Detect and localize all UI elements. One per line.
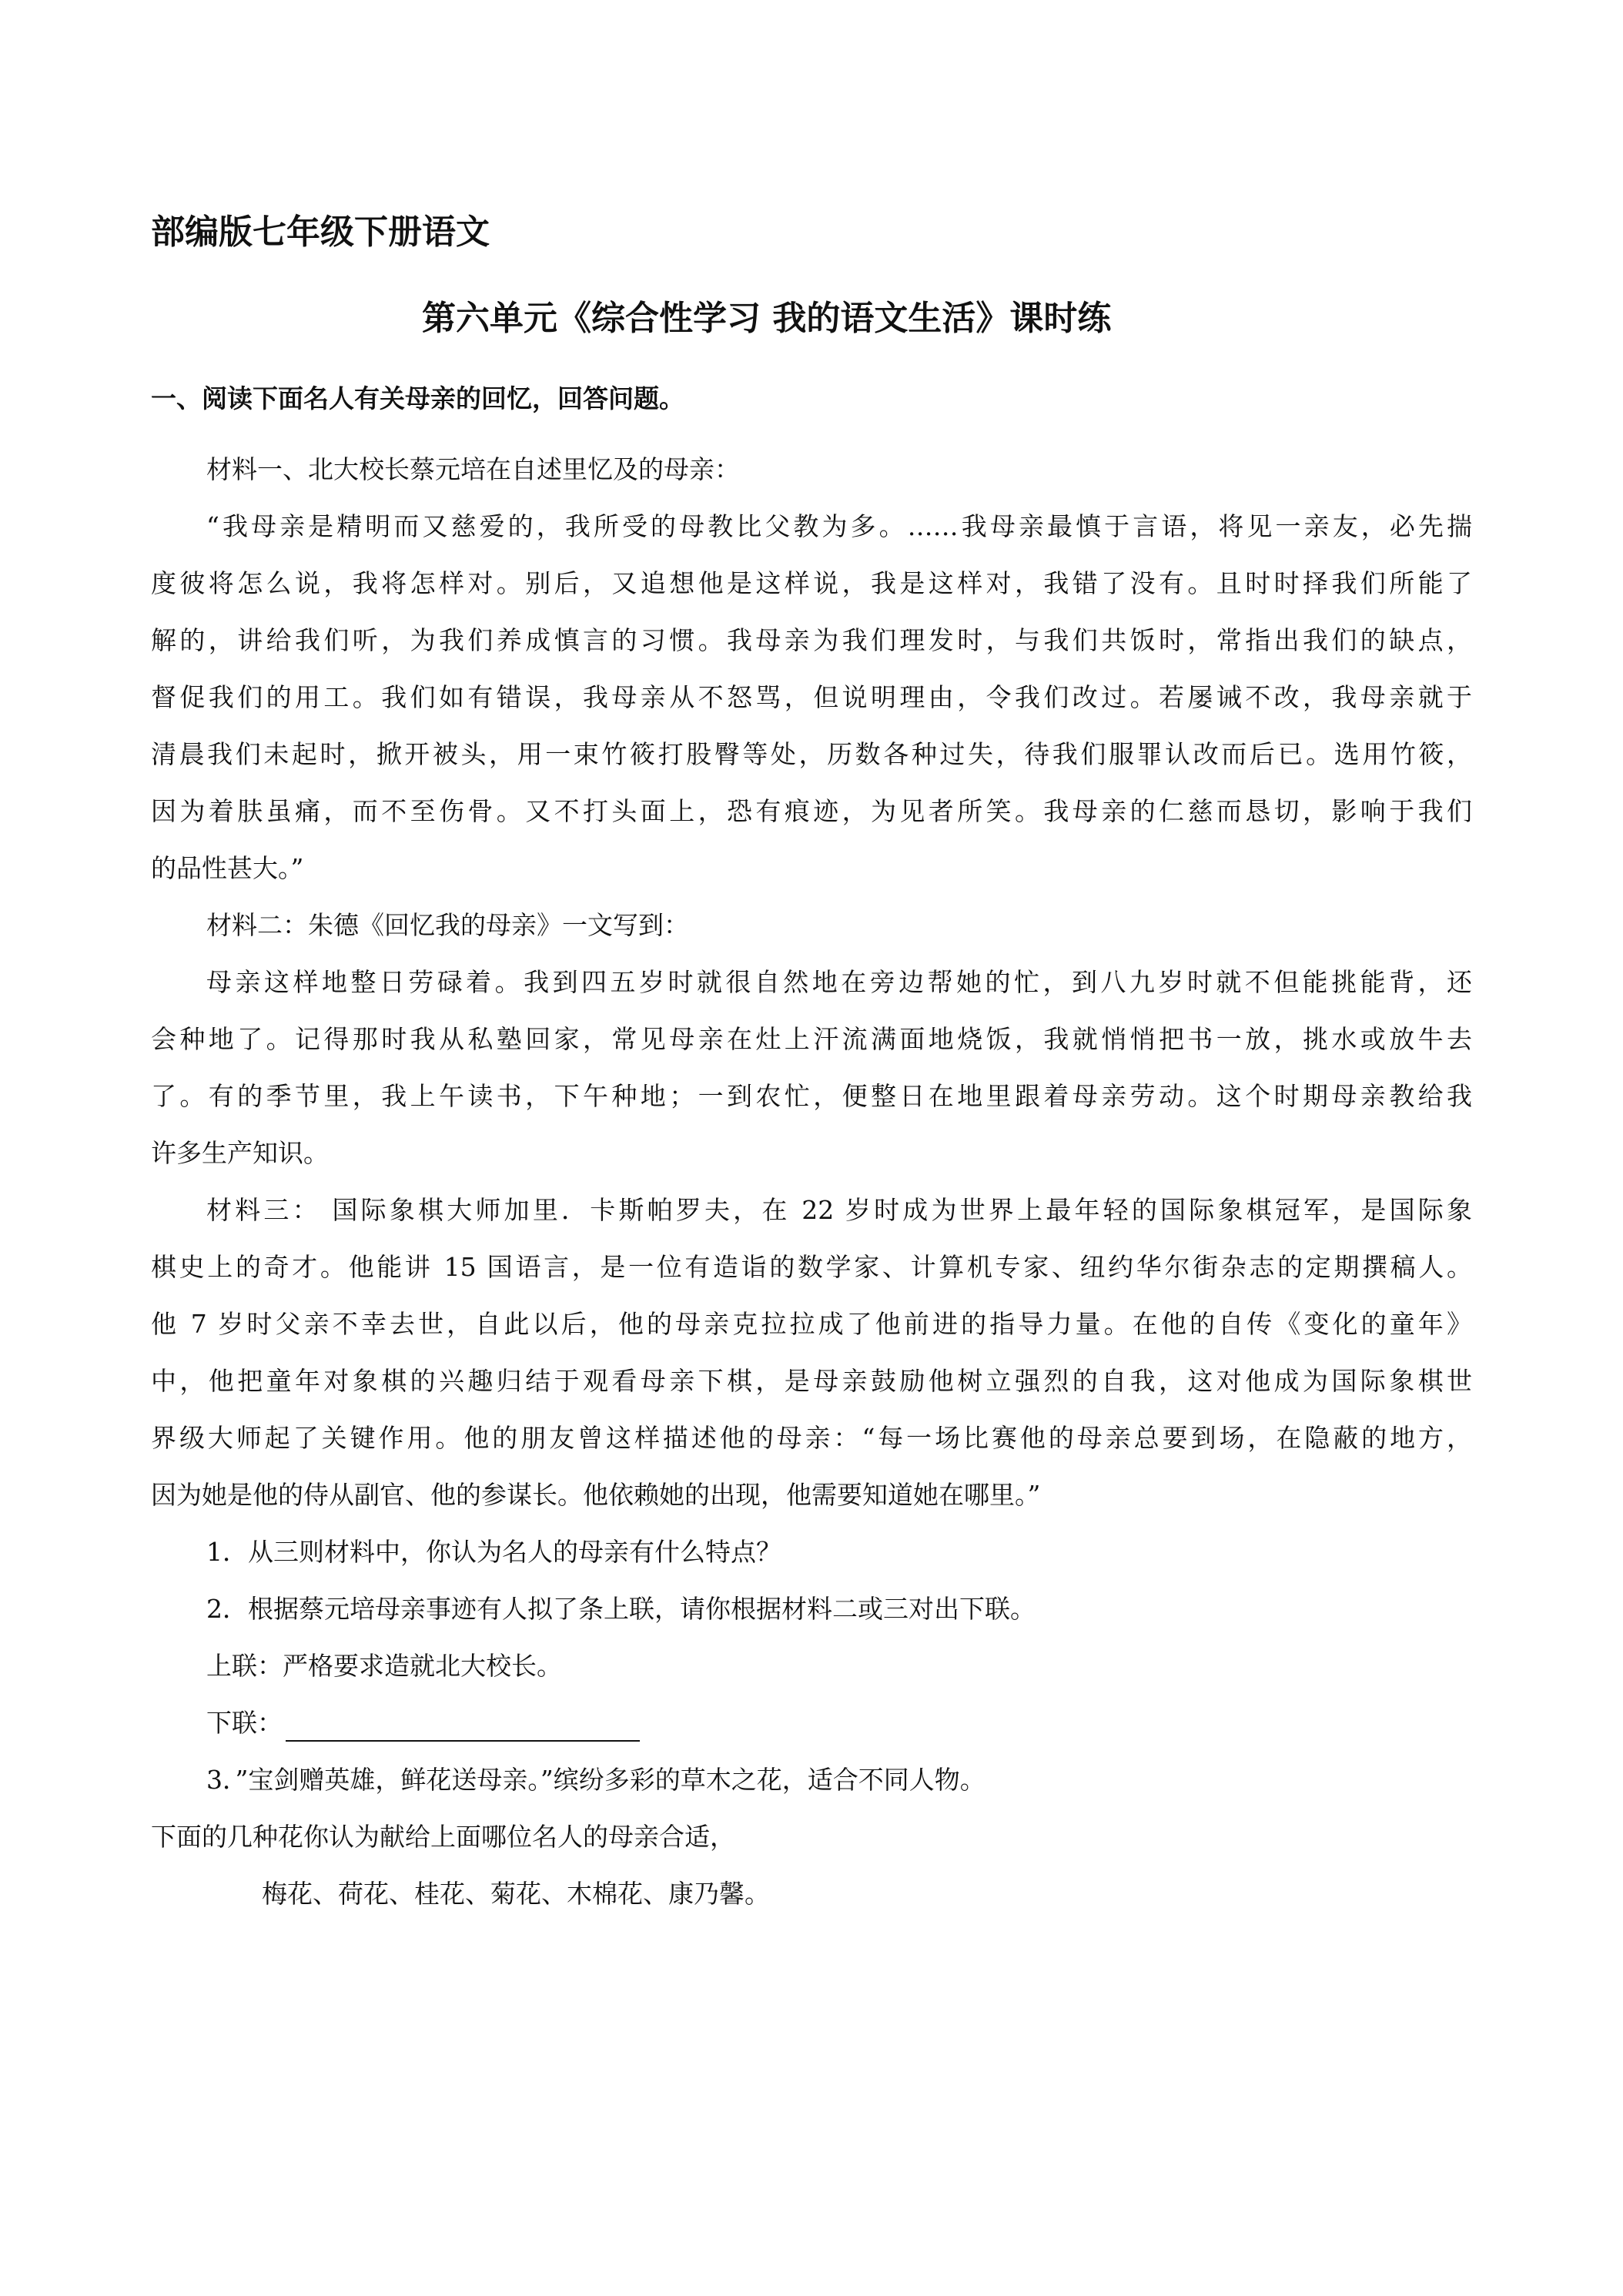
material2-intro: 材料二：朱德《回忆我的母亲》一文写到： (206, 910, 689, 940)
material2-line: 会种地了。记得那时我从私塾回家，常见母亲在灶上汗流满面地烧饭，我就悄悄把书一放，挑水或放牛去 (151, 1024, 1472, 1054)
couplet-lower (206, 1705, 640, 1742)
material1-line: “我母亲是精明而又慈爱的，我所受的母教比父教为多。……我母亲最慎于言语，将见一亲友，必先揣 (206, 511, 1472, 541)
question-1: 1．从三则材料中，你认为名人的母亲有什么特点？ (206, 1537, 781, 1567)
material1-line: 的品性甚大。” (151, 853, 304, 883)
flower-list: 梅花、荷花、桂花、菊花、木棉花、康乃馨。 (262, 1879, 770, 1909)
material2-line: 了。有的季节里，我上午读书，下午种地；一到农忙，便整日在地里跟着母亲劳动。这个时期母亲教给我 (151, 1081, 1472, 1111)
material2-line: 母亲这样地整日劳碌着。我到四五岁时就很自然地在旁边帮她的忙，到八九岁时就不但能挑能背，还 (206, 967, 1472, 997)
material1-line: 清晨我们未起时，掀开被头，用一束竹筱打股臀等处，历数各种过失，待我们服罪认改而后已。选用竹筱， (151, 739, 1472, 769)
material3-line: 棋史上的奇才。他能讲 15 国语言，是一位有造诣的数学家、计算机专家、纽约华尔街杂志的定期撰稿人。 (151, 1252, 1472, 1282)
unit-title: 第六单元《综合性学习 我的语文生活》课时练 (422, 299, 1112, 338)
material1-line: 解的，讲给我们听，为我们养成慎言的习惯。我母亲为我们理发时，与我们共饭时，常指出我们的缺点， (151, 625, 1472, 655)
question-3-prompt: 下面的几种花你认为献给上面哪位名人的母亲合适， (151, 1822, 735, 1852)
material3-line: 界级大师起了关键作用。他的朋友曾这样描述他的母亲：“每一场比赛他的母亲总要到场，在隐蔽的地方， (151, 1423, 1472, 1453)
material3-line: 材料三： 国际象棋大师加里．卡斯帕罗夫，在 22 岁时成为世界上最年轻的国际象棋冠军，是国际象 (206, 1195, 1472, 1225)
material3-line: 因为她是他的侍从副官、他的参谋长。他依赖她的出现，他需要知道她在哪里。” (151, 1480, 1041, 1510)
material3-line: 他 7 岁时父亲不幸去世，自此以后，他的母亲克拉拉成了他前进的指导力量。在他的自传《变化的童年》 (151, 1309, 1472, 1339)
section-heading: 一、阅读下面名人有关母亲的回忆，回答问题。 (151, 383, 684, 413)
material1-line: 督促我们的用工。我们如有错误，我母亲从不怒骂，但说明理由，令我们改过。若屡诫不改，我母亲就于 (151, 682, 1472, 712)
question-3: 3．”宝剑赠英雄，鲜花送母亲。”缤纷多彩的草木之花，适合不同人物。 (206, 1765, 986, 1795)
question-2: 2．根据蔡元培母亲事迹有人拟了条上联，请你根据材料二或三对出下联。 (206, 1594, 1036, 1624)
material1-line: 因为着肤虽痛，而不至伤骨。又不打头面上，恐有痕迹，为见者所笑。我母亲的仁慈而恳切，影响于我们 (151, 796, 1472, 826)
couplet-upper: 上联：严格要求造就北大校长。 (206, 1651, 562, 1681)
couplet-lower-label: 下联： (206, 1708, 283, 1738)
material3-line: 中，他把童年对象棋的兴趣归结于观看母亲下棋，是母亲鼓励他树立强烈的自我，这对他成为国际象棋世 (151, 1366, 1472, 1396)
material1-line: 度彼将怎么说，我将怎样对。别后，又追想他是这样说，我是这样对，我错了没有。且时时择我们所能了 (151, 568, 1472, 598)
material1-intro: 材料一、北大校长蔡元培在自述里忆及的母亲： (206, 454, 740, 484)
answer-blank[interactable] (286, 1712, 640, 1742)
material2-line: 许多生产知识。 (151, 1138, 329, 1168)
document-title: 部编版七年级下册语文 (151, 213, 490, 252)
